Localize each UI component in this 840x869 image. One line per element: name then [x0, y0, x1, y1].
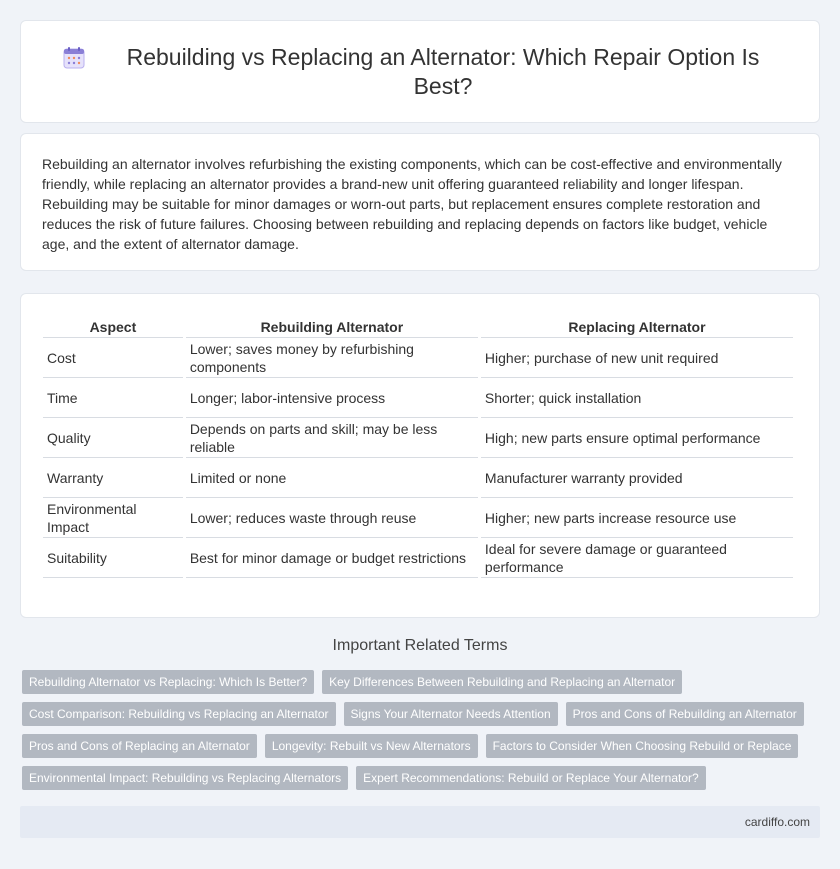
aspect-cell: Suitability: [43, 538, 183, 578]
tag-row: [22, 734, 822, 758]
related-term-link[interactable]: Pros and Cons of Replacing an Alternator: [22, 734, 257, 758]
aspect-cell: Time: [43, 378, 183, 418]
table-row: [43, 338, 793, 378]
title-wrapper: [61, 43, 779, 101]
related-term-link[interactable]: Key Differences Between Rebuilding and Replacing an Alternator: [322, 670, 682, 694]
related-term-link[interactable]: Environmental Impact: Rebuilding vs Replacing Alternators: [22, 766, 348, 790]
comparison-table: [40, 314, 796, 578]
rebuilding-cell: Lower; saves money by refurbishing components: [186, 338, 478, 378]
title-card: [20, 20, 820, 123]
rebuilding-cell: Lower; reduces waste through reuse: [186, 498, 478, 538]
rebuilding-cell: Limited or none: [186, 458, 478, 498]
related-term-link[interactable]: Longevity: Rebuilt vs New Alternators: [265, 734, 478, 758]
replacing-cell: Higher; purchase of new unit required: [481, 338, 793, 378]
page-title: Rebuilding vs Replacing an Alternator: Which Repair Option Is Best?: [126, 43, 760, 99]
replacing-cell: Higher; new parts increase resource use: [481, 498, 793, 538]
related-term-link[interactable]: Signs Your Alternator Needs Attention: [344, 702, 558, 726]
header-aspect: Aspect: [43, 314, 183, 338]
related-term-link[interactable]: Factors to Consider When Choosing Rebuild or Replace: [486, 734, 799, 758]
aspect-cell: Environmental Impact: [43, 498, 183, 538]
aspect-cell: Quality: [43, 418, 183, 458]
rebuilding-cell: Depends on parts and skill; may be less reliable: [186, 418, 478, 458]
comparison-card: [20, 293, 820, 618]
replacing-cell: Ideal for severe damage or guaranteed performance: [481, 538, 793, 578]
replacing-cell: High; new parts ensure optimal performance: [481, 418, 793, 458]
tag-row: [22, 702, 822, 726]
header-replacing: Replacing Alternator: [481, 314, 793, 338]
related-term-link[interactable]: Expert Recommendations: Rebuild or Replace Your Alternator?: [356, 766, 706, 790]
intro-paragraph: Rebuilding an alternator involves refurbishing the existing components, which can be cost-effective and environmentally friendly, while replacing an alternator provides a brand-new unit offering guaranteed reliability and longer lifespan. Rebuilding may be suitable for minor damages or worn-out parts, but replacement ensures complete restoration and reduces the risk of future failures. Choosing between rebuilding and replacing depends on factors like budget, vehicle age, and the extent of alternator damage.: [42, 156, 782, 252]
aspect-cell: Warranty: [43, 458, 183, 498]
footer-site-name: cardiffo.com: [744, 815, 810, 829]
rebuilding-cell: Longer; labor-intensive process: [186, 378, 478, 418]
related-term-link[interactable]: Pros and Cons of Rebuilding an Alternator: [566, 702, 804, 726]
table-row: [43, 418, 793, 458]
aspect-cell: Cost: [43, 338, 183, 378]
related-term-link[interactable]: Rebuilding Alternator vs Replacing: Which Is Better?: [22, 670, 314, 694]
tag-row: [22, 766, 822, 790]
related-terms-list: [22, 670, 822, 798]
tag-row: [22, 670, 822, 694]
intro-card: [20, 133, 820, 271]
related-terms-heading: Important Related Terms: [332, 637, 508, 654]
calendar-icon: [61, 45, 87, 71]
table-row: [43, 458, 793, 498]
header-rebuilding: Rebuilding Alternator: [186, 314, 478, 338]
table-header-row: [43, 314, 793, 338]
replacing-cell: Manufacturer warranty provided: [481, 458, 793, 498]
footer-bar: [20, 806, 820, 838]
table-row: [43, 498, 793, 538]
rebuilding-cell: Best for minor damage or budget restrictions: [186, 538, 478, 578]
table-row: [43, 538, 793, 578]
table-row: [43, 378, 793, 418]
related-term-link[interactable]: Cost Comparison: Rebuilding vs Replacing an Alternator: [22, 702, 336, 726]
replacing-cell: Shorter; quick installation: [481, 378, 793, 418]
